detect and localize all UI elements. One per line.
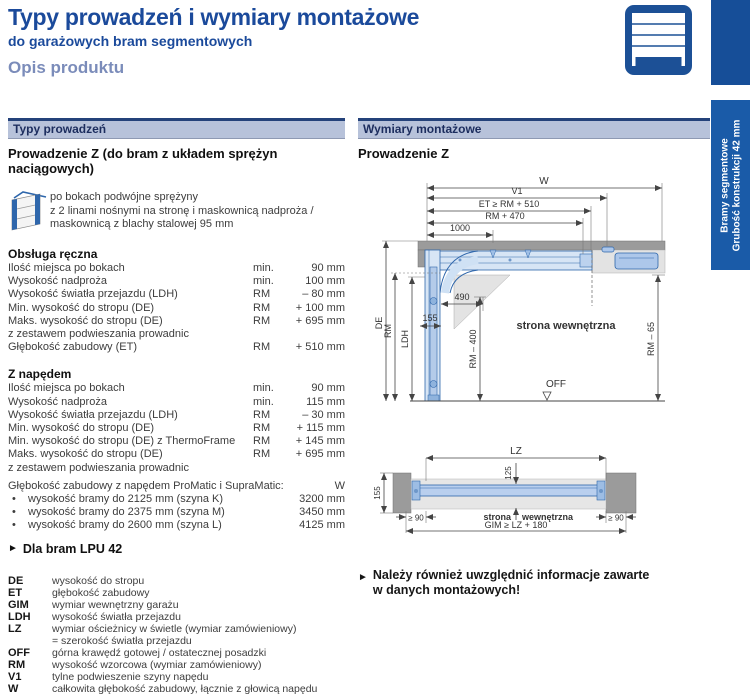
dim-label-125: 125 bbox=[504, 466, 513, 480]
row-qualifier: RM bbox=[253, 435, 271, 448]
roller bbox=[430, 381, 437, 388]
off-level-arrow-icon bbox=[543, 392, 551, 400]
intro-line: po bokach podwójne sprężyny bbox=[50, 191, 198, 203]
legend-term: RM bbox=[8, 658, 26, 671]
table-row bbox=[8, 275, 345, 288]
legend-desc: wysokość światła przejazdu bbox=[52, 610, 181, 623]
row-label: Wysokość światła przejazdu (LDH) bbox=[8, 288, 178, 301]
legend-desc: tylne podwieszenie szyny napędu bbox=[52, 670, 209, 683]
row-label: Wysokość nadproża bbox=[8, 275, 107, 288]
note-line: w danych montażowych! bbox=[372, 583, 521, 597]
row-value: 3200 mm bbox=[299, 493, 345, 506]
dim-label-rm: RM bbox=[383, 324, 393, 338]
row-qualifier: min. bbox=[253, 382, 274, 395]
row-label: wysokość bramy do 2600 mm (szyna L) bbox=[28, 519, 222, 532]
note-line: Należy również uwzględnić informacje zawarte bbox=[372, 568, 650, 582]
row-label: Głębokość zabudowy z napędem ProMatic i SupraMatic: bbox=[8, 479, 284, 492]
legend-row bbox=[8, 587, 345, 599]
legend-row bbox=[8, 623, 345, 647]
dim-label-lz: LZ bbox=[510, 446, 522, 457]
table-row bbox=[8, 480, 345, 493]
legend-term: W bbox=[8, 682, 19, 695]
row-label-continued: z zestawem podwieszania prowadnic bbox=[8, 461, 189, 474]
bullet-icon: • bbox=[12, 493, 16, 506]
row-value: 3450 mm bbox=[299, 506, 345, 519]
plan-section-diagram bbox=[370, 435, 715, 540]
manual-table-title: Obsługa ręczna bbox=[8, 247, 98, 261]
dim-label-rm65: RM – 65 bbox=[646, 321, 656, 357]
dim-label-v1: V1 bbox=[511, 186, 523, 196]
wall-left bbox=[393, 473, 411, 513]
section-header-mounting-dimensions: Wymiary montażowe bbox=[358, 118, 710, 139]
legend-row bbox=[8, 599, 345, 611]
table-row bbox=[8, 506, 345, 519]
right-column bbox=[358, 118, 710, 598]
operator-head bbox=[615, 253, 658, 269]
table-row bbox=[8, 341, 345, 354]
row-value: + 695 mm bbox=[295, 448, 345, 461]
manual-table bbox=[8, 262, 345, 354]
dim-label-ge90-left: ≥ 90 bbox=[408, 513, 424, 523]
legend-term: DE bbox=[8, 574, 24, 587]
intro-block bbox=[8, 189, 345, 242]
table-row bbox=[8, 409, 345, 422]
row-label: Wysokość światła przejazdu (LDH) bbox=[8, 408, 178, 421]
row-label: Maks. wysokość do stropu (DE) bbox=[8, 448, 163, 461]
inside-label: strona wewnętrzna bbox=[516, 320, 616, 332]
track-z-heading: Prowadzenie Z (do bram z układem sprężyn naciągowych) bbox=[8, 146, 278, 176]
table-row bbox=[8, 288, 345, 301]
legend-desc: wymiar wewnętrzny garażu bbox=[52, 598, 179, 611]
row-qualifier: RM bbox=[253, 422, 271, 435]
dim-label-off: OFF bbox=[546, 379, 566, 390]
legend-desc bbox=[52, 623, 345, 647]
legend-desc: wysokość wzorcowa (wymiar zamówieniowy) bbox=[52, 658, 262, 671]
row-value: 90 mm bbox=[311, 382, 345, 395]
bullet-icon: • bbox=[12, 519, 16, 532]
row-qualifier: RM bbox=[253, 314, 271, 327]
rail-suspension-clip bbox=[602, 247, 614, 252]
dim-label-gim: GIM ≥ LZ + 180 bbox=[484, 520, 548, 530]
legend-term: V1 bbox=[8, 670, 22, 683]
row-qualifier: RM bbox=[253, 448, 271, 461]
for-doors-heading bbox=[8, 542, 345, 556]
dim-label-w: W bbox=[539, 176, 549, 187]
legend-row bbox=[8, 647, 345, 659]
legend-row bbox=[8, 671, 345, 683]
legend-term: OFF bbox=[8, 646, 30, 659]
row-label: Ilość miejsca po bokach bbox=[8, 382, 125, 395]
wall-right bbox=[606, 473, 636, 513]
dim-label-ldh: LDH bbox=[400, 329, 410, 349]
dim-label-155: 155 bbox=[373, 486, 382, 500]
inside-label-right: wewnętrzna bbox=[522, 512, 574, 522]
mounting-note bbox=[358, 568, 710, 598]
page-subtitle: do garażowych bram segmentowych bbox=[8, 33, 253, 49]
row-qualifier: RM bbox=[253, 301, 271, 314]
row-label: Maks. wysokość do stropu (DE) bbox=[8, 314, 163, 327]
table-row bbox=[8, 262, 345, 275]
for-doors-label: Dla bram LPU 42 bbox=[22, 541, 123, 556]
triangle-arrow-icon: ► bbox=[358, 572, 368, 583]
row-value: – 30 mm bbox=[302, 408, 345, 421]
table-row bbox=[8, 382, 345, 395]
dim-label-490: 490 bbox=[454, 292, 470, 302]
roller bbox=[430, 298, 437, 305]
table-row bbox=[8, 422, 345, 435]
side-section-diagram bbox=[370, 171, 715, 416]
page-section-label: Opis produktu bbox=[8, 58, 125, 77]
row-value: + 695 mm bbox=[295, 314, 345, 327]
powered-table bbox=[8, 382, 345, 474]
row-value: + 510 mm bbox=[295, 341, 345, 354]
intro-line: maskownicą z blachy stalowej 95 mm bbox=[50, 218, 234, 230]
legend-desc: całkowita głębokość zabudowy, łącznie z głowicą napędu bbox=[52, 682, 318, 695]
corner-bracket bbox=[454, 275, 510, 329]
legend-term: LZ bbox=[8, 622, 22, 635]
door-panel-thumbnail-icon bbox=[8, 189, 48, 237]
intro-line: z 2 linami nośnymi na stronę i maskownicą nadproża / bbox=[50, 204, 314, 217]
table-row bbox=[8, 396, 345, 409]
ceiling-slab bbox=[418, 241, 665, 250]
dim-label-et: ET ≥ RM + 510 bbox=[478, 199, 540, 209]
dim-label-155: 155 bbox=[422, 313, 438, 323]
section-header-track-types: Typy prowadzeń bbox=[8, 118, 345, 139]
legend-desc: głębokość zabudowy bbox=[52, 586, 150, 599]
row-qualifier: RM bbox=[253, 408, 271, 421]
inside-label-left: strona bbox=[483, 512, 511, 522]
legend-desc: górna krawędź gotowej / ostatecznej posadzki bbox=[52, 646, 267, 659]
triangle-arrow-icon: ► bbox=[8, 542, 18, 554]
row-label: wysokość bramy do 2375 mm (szyna M) bbox=[28, 506, 225, 519]
row-value: W bbox=[334, 479, 345, 492]
bottom-shoe bbox=[428, 395, 439, 401]
dim-label-de: DE bbox=[374, 316, 384, 330]
legend-row bbox=[8, 659, 345, 671]
side-tab-line1: Bramy segmentowe bbox=[718, 137, 730, 233]
row-value: 90 mm bbox=[311, 262, 345, 274]
row-label: Min. wysokość do stropu (DE) bbox=[8, 301, 155, 314]
side-tab-line2: Grubość konstrukcji 42 mm bbox=[730, 119, 742, 251]
legend-desc-line: wymiar ościeżnicy w świetle (wymiar zamówieniowy) bbox=[52, 622, 297, 635]
row-label: Wysokość nadproża bbox=[8, 395, 107, 408]
mounting-z-heading: Prowadzenie Z bbox=[358, 146, 450, 161]
depth-table bbox=[8, 480, 345, 533]
table-row bbox=[8, 519, 345, 532]
legend-term: ET bbox=[8, 586, 23, 599]
header-blue-block bbox=[711, 0, 750, 85]
row-value: – 80 mm bbox=[302, 288, 345, 301]
table-row bbox=[8, 493, 345, 506]
legend-row bbox=[8, 611, 345, 623]
track-end-cap bbox=[580, 254, 592, 267]
page-title: Typy prowadzeń i wymiary montażowe bbox=[8, 4, 420, 30]
dim-label-1000: 1000 bbox=[449, 223, 471, 233]
row-value: 100 mm bbox=[305, 275, 345, 288]
legend-term: LDH bbox=[8, 610, 31, 623]
dim-label-rm400: RM – 400 bbox=[468, 329, 478, 369]
sectional-door-icon bbox=[625, 5, 692, 75]
row-value: + 100 mm bbox=[295, 301, 345, 314]
row-label: wysokość bramy do 2125 mm (szyna K) bbox=[28, 493, 224, 506]
row-qualifier: RM bbox=[253, 341, 271, 354]
row-qualifier: RM bbox=[253, 288, 271, 301]
legend-desc: wysokość do stropu bbox=[52, 574, 145, 587]
table-row bbox=[8, 302, 345, 315]
table-row bbox=[8, 435, 345, 448]
row-value: + 115 mm bbox=[296, 422, 345, 435]
row-label: Ilość miejsca po bokach bbox=[8, 262, 125, 274]
bullet-icon: • bbox=[12, 506, 16, 519]
side-tab bbox=[711, 100, 750, 270]
row-label: Głębokość zabudowy (ET) bbox=[8, 341, 137, 354]
row-label-continued: z zestawem podwieszania prowadnic bbox=[8, 328, 189, 341]
row-label: Min. wysokość do stropu (DE) z ThermoFrame bbox=[8, 435, 236, 448]
powered-table-title: Z napędem bbox=[8, 367, 72, 382]
row-value: 4125 mm bbox=[299, 519, 345, 532]
legend-desc-line: = szerokość światła przejazdu bbox=[52, 634, 192, 647]
dim-label-ge90-right: ≥ 90 bbox=[608, 513, 624, 523]
row-value: 115 mm bbox=[306, 395, 345, 408]
legend bbox=[8, 575, 345, 695]
row-value: + 145 mm bbox=[295, 435, 345, 448]
door-panel bbox=[417, 485, 600, 496]
row-qualifier: min. bbox=[253, 395, 274, 408]
row-qualifier: min. bbox=[253, 275, 274, 288]
table-row bbox=[8, 448, 345, 461]
left-column bbox=[8, 118, 345, 695]
row-label: Min. wysokość do stropu (DE) bbox=[8, 422, 155, 435]
legend-row bbox=[8, 575, 345, 587]
dim-label-rm470: RM + 470 bbox=[485, 211, 525, 221]
legend-term: GIM bbox=[8, 598, 29, 611]
legend-row bbox=[8, 683, 345, 695]
table-row bbox=[8, 315, 345, 328]
row-qualifier: min. bbox=[253, 262, 274, 274]
